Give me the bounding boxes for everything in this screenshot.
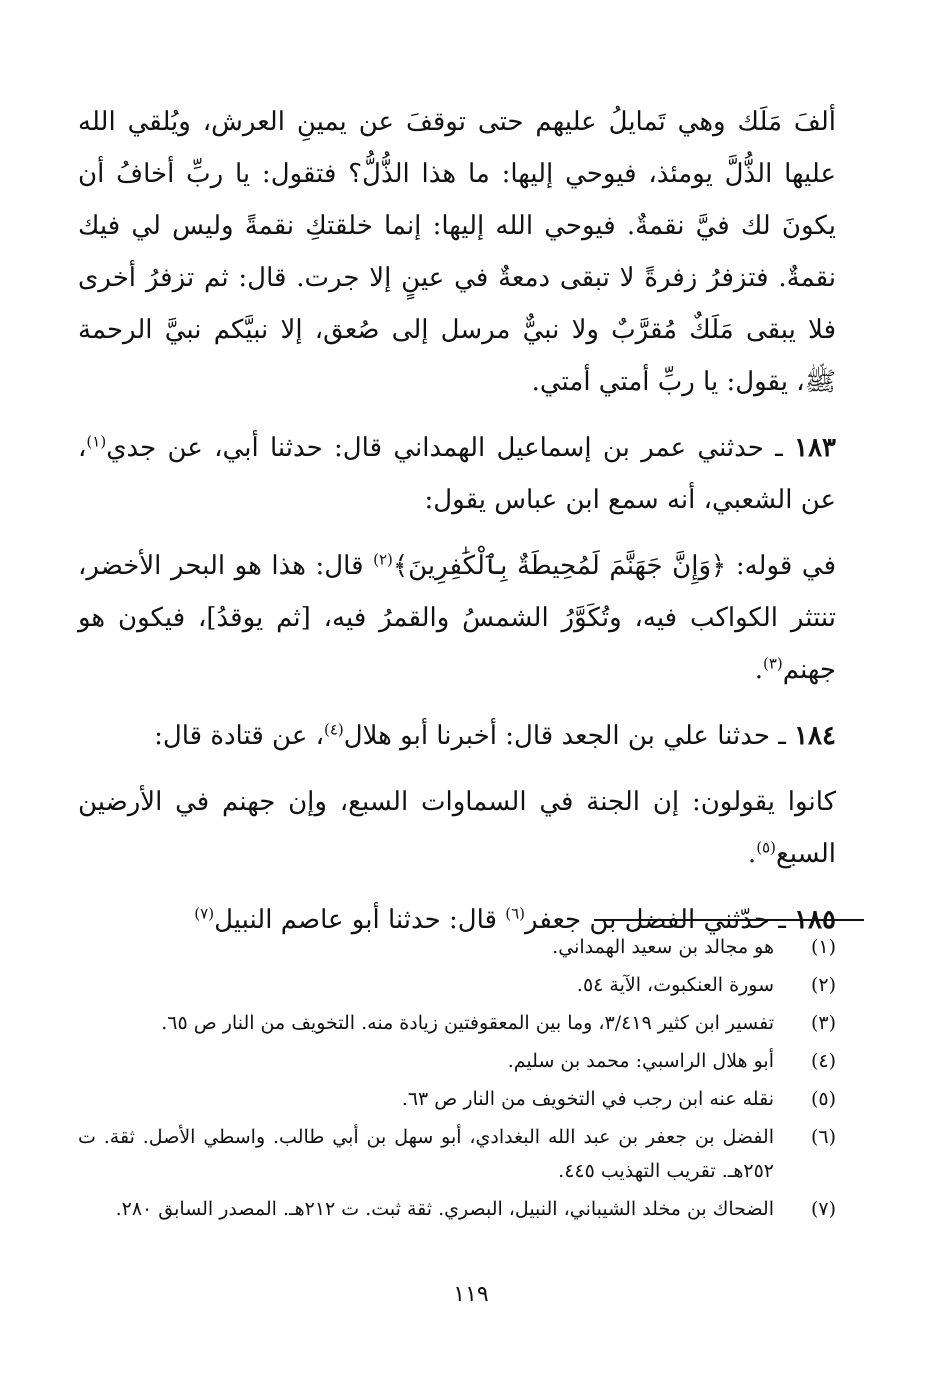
hadith-text: قال: حدثنا أبو عاصم النبيل bbox=[214, 905, 506, 935]
footnote-text: تفسير ابن كثير ٣/٤١٩، وما بين المعقوفتين زيادة منه. التخويف من النار ص ٦٥. bbox=[161, 1012, 774, 1034]
hadith-183-body bbox=[78, 540, 836, 696]
footnote-number: (٣) bbox=[810, 1012, 836, 1034]
footnote-item bbox=[78, 1120, 836, 1188]
footnote-item bbox=[78, 1082, 836, 1116]
footnote-number: (٥) bbox=[810, 1088, 836, 1110]
page-number: ١١٩ bbox=[453, 1282, 489, 1307]
hadith-text: قال: هذا هو البحر الأخضر، تنتثر الكواكب فيه، وتُكَوَّرُ الشمسُ والقمرُ فيه، [ثم يوقدُ]، فيكون هو جهنم bbox=[78, 551, 836, 685]
footnote-divider bbox=[594, 919, 864, 921]
footnote-ref[interactable]: (٣) bbox=[763, 654, 783, 673]
footnote-item bbox=[78, 968, 836, 1002]
footnote-text: أبو هلال الراسبي: محمد بن سليم. bbox=[507, 1050, 774, 1072]
footnote-number: (٦) bbox=[810, 1126, 836, 1148]
hadith-text: . bbox=[747, 839, 757, 869]
paragraph-continuation: ألفَ مَلَك وهي تَمايلُ عليهم حتى توقفَ عن يمينِ العرش، ويُلقي الله عليها الذُّلَّ يومئذ، فيوحي إليها: ما هذا الذُّلُّ؟ فتقول: يا ربِّ أخافُ أن يكونَ لك فيَّ نقمةٌ. فيوحي الله إليها: إنما خلقتكِ نقمةً وليس لي فيك نقمةٌ. فتزفرُ زفرةً لا تبقى دمعةٌ في عينٍ إلا جرت. قال: ثم تزفرُ أخرى فلا يبقى مَلَكٌ مُقرَّبٌ ولا نبيٌّ مرسل إلى صُعق، إلا نبيَّكم نبيَّ الرحمة ﷺ، يقول: يا ربِّ أمتي أمتي. bbox=[78, 107, 836, 397]
hadith-text: . bbox=[754, 655, 763, 685]
footnote-number: (٢) bbox=[810, 974, 836, 996]
footnote-number: (٧) bbox=[810, 1198, 836, 1220]
footnote-text: نقله عنه ابن رجب في التخويف من النار ص ٦٣. bbox=[401, 1088, 774, 1110]
main-text bbox=[78, 96, 836, 960]
footnote-ref[interactable]: (٧) bbox=[194, 904, 215, 923]
footnote-ref[interactable]: (١) bbox=[86, 432, 107, 451]
hadith-184-body bbox=[78, 776, 836, 880]
footnote-item bbox=[78, 1044, 836, 1078]
hadith-text: كانوا يقولون: إن الجنة في السماوات السبع، وإن جهنم في الأرضين السبع bbox=[78, 787, 836, 869]
hadith-number: ١٨٣ bbox=[794, 433, 837, 463]
hadith-text: في قوله: ﴿وَإِنَّ جَهَنَّمَ لَمُحِيطَةٌ بِٱلْكَٰفِرِينَ﴾ bbox=[392, 551, 836, 581]
footnote-ref[interactable]: (٥) bbox=[756, 838, 776, 857]
footnote-text: الفضل بن جعفر بن عبد الله البغدادي، أبو سهل بن أبي طالب. واسطي الأصل. ثقة. ت ٢٥٢هـ. تقريب التهذيب ٤٤٥. bbox=[78, 1126, 774, 1182]
footnote-number: (١) bbox=[810, 936, 836, 958]
hadith-183 bbox=[78, 422, 836, 526]
footnote-text: سورة العنكبوت، الآية ٥٤. bbox=[576, 974, 774, 996]
footnote-text: الضحاك بن مخلد الشيباني، النبيل، البصري. ثقة ثبت. ت ٢١٢هـ. المصدر السابق ٢٨٠. bbox=[115, 1198, 774, 1220]
hadith-text: ـ حدثنا علي بن الجعد قال: أخبرنا أبو هلال bbox=[343, 721, 786, 751]
hadith-number: ١٨٥ bbox=[794, 905, 836, 935]
hadith-text: ، عن الشعبي، أنه سمع ابن عباس يقول: bbox=[78, 433, 836, 515]
hadith-text: ، عن قتادة قال: bbox=[154, 721, 324, 751]
footnotes bbox=[78, 930, 836, 1230]
hadith-text: ـ حدّثني الفضل بن جعفر bbox=[525, 905, 786, 935]
hadith-184 bbox=[78, 710, 836, 762]
footnote-item bbox=[78, 930, 836, 964]
hadith-text: ـ حدثني عمر بن إسماعيل الهمداني قال: حدثنا أبي، عن جدي bbox=[106, 433, 783, 463]
hadith-number: ١٨٤ bbox=[794, 721, 836, 751]
footnote-ref[interactable]: (٦) bbox=[505, 904, 525, 923]
footnote-item bbox=[78, 1192, 836, 1226]
footnote-item bbox=[78, 1006, 836, 1040]
footnote-number: (٤) bbox=[810, 1050, 836, 1072]
footnote-ref[interactable]: (٤) bbox=[323, 720, 344, 739]
footnote-text: هو مجالد بن سعيد الهمداني. bbox=[552, 936, 774, 958]
footnote-ref[interactable]: (٢) bbox=[373, 550, 393, 569]
